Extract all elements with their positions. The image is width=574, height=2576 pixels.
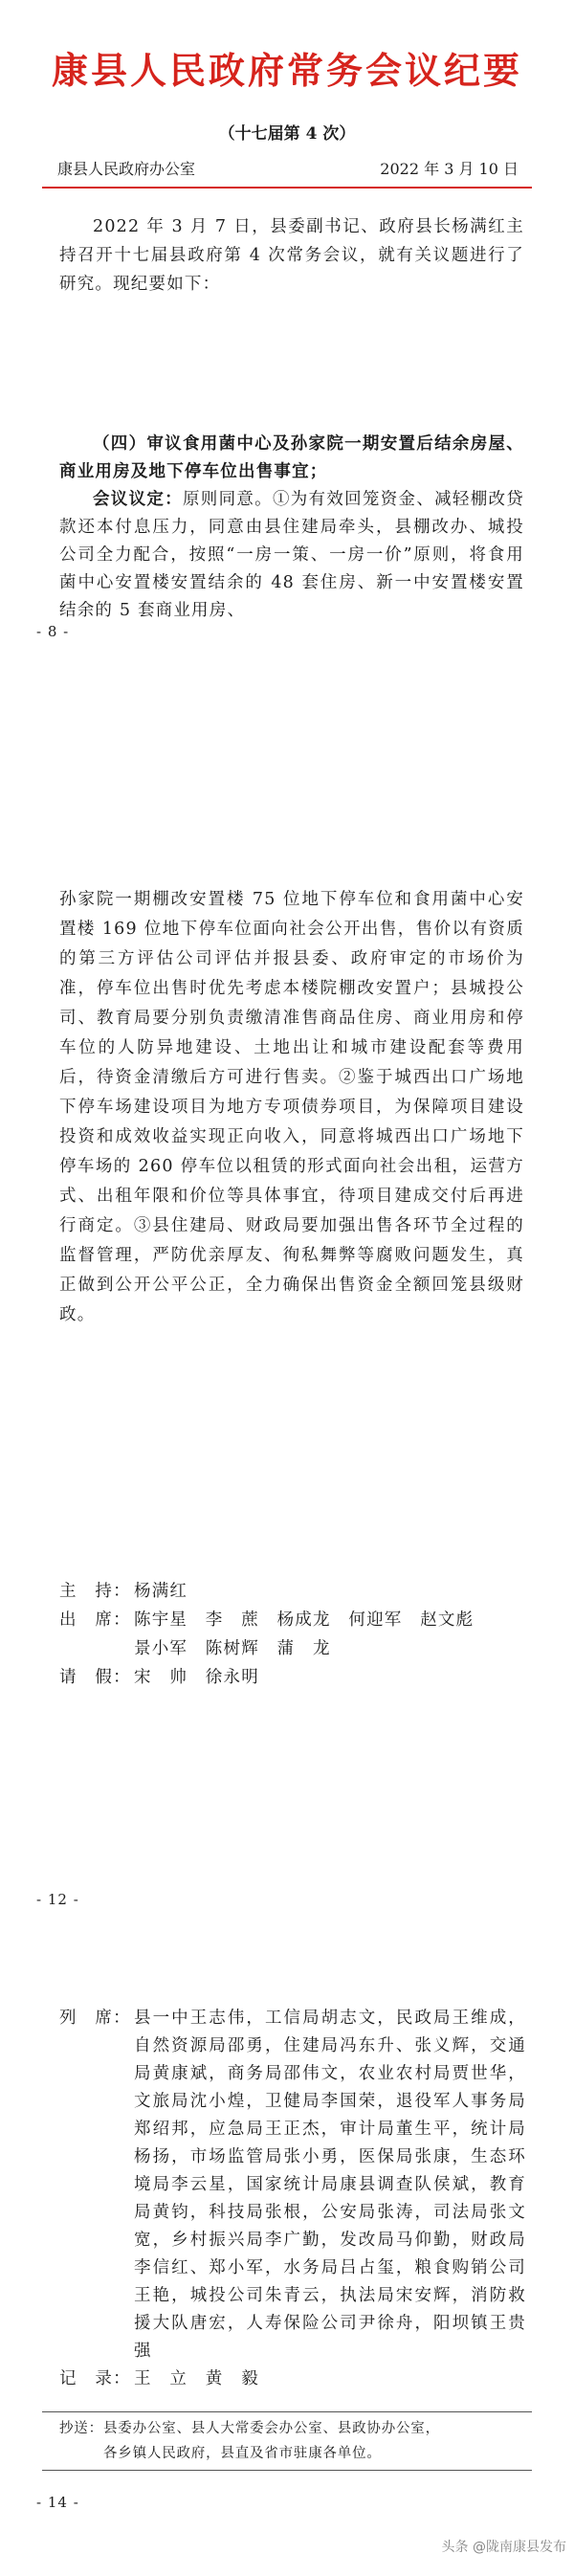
attendance-block — [59, 1577, 524, 1692]
present-names — [134, 1606, 524, 1663]
issuer: 康县人民政府办公室 — [57, 160, 196, 178]
leave-names: 宋 帅 徐永明 — [134, 1668, 259, 1687]
host-row — [59, 1577, 524, 1606]
document-title: 康县人民政府常务会议纪要 — [51, 49, 522, 92]
present-names-line: 景小军 陈树辉 蒲 龙 — [134, 1639, 331, 1658]
continuation-paragraph: 孙家院一期棚改安置楼 75 位地下停车位和食用菌中心安置楼 169 位地下停车位面向社会公开出售，售价以有资质的第三方评估公司评估并报县委、政府审定的市场价为准，停车位出售时优先考虑本楼院棚改安置户；县城投公司、教育局要分别负责缴清准售商品住房、商业用房和停车位的人防异地建设、土地出让和城市建设配套等费用后，待资金清缴后方可进行售卖。②鉴于城西出口广场地下停车场建设项目为地方专项债券项目，为保障项目建设投资和成效收益实现正向收入，同意将城西出口广场地下停车场的 260 停车位以租赁的形式面向社会出租，运营方式、出租年限和价位等具体事宜，待项目建成交付后再进行商定。③县住建局、财政局要加强出售各环节全过程的监督管理，严防优亲厚友、徇私舞弊等腐败问题发生，真正做到公开公平公正，全力确保出售资金全额回笼县级财政。 — [59, 890, 524, 1324]
present-label: 出 席： — [59, 1610, 131, 1630]
recorder-row — [59, 2365, 526, 2393]
page-number: - 14 - — [36, 2494, 79, 2511]
agenda-item-heading: （四）审议食用菌中心及孙家院一期安置后结余房屋、商业用房及地下停车位出售事宜； — [59, 434, 524, 481]
cc-box — [42, 2411, 532, 2471]
issuer-row — [57, 159, 519, 180]
issue-date: 2022 年 3 月 10 日 — [380, 160, 519, 178]
cc-recipients — [103, 2416, 520, 2466]
page-number: - 12 - — [36, 1891, 79, 1908]
session-number: （十七届第 4 次） — [218, 124, 356, 144]
cc-label: 抄送： — [59, 2421, 103, 2436]
recorder-names: 王 立 黄 毅 — [134, 2369, 259, 2388]
leave-row — [59, 1663, 524, 1692]
observers-row — [59, 2005, 526, 2365]
intro-paragraph: 2022 年 3 月 7 日，县委副书记、政府县长杨满红主持召开十七届县政府第 4 次常务会议，就有关议题进行了研究。现纪要如下： — [59, 217, 524, 294]
host-name: 杨满红 — [134, 1582, 188, 1601]
observers-label: 列 席： — [59, 2009, 131, 2028]
observers-list: 县一中王志伟，工信局胡志文，民政局王维成，自然资源局邵勇，住建局冯东升、张义辉，交通局黄康斌，商务局邵伟文，农业农村局贾世华，文旅局沈小煌，卫健局李国荣，退役军人事务局郑绍邦，应急局王正杰，审计局董生平，统计局杨扬，市场监管局张小勇，医保局张康，生态环境局李云星，国家统计局康县调查队侯斌，教育局黄钧，科技局张根，公安局张涛，司法局张文宽，乡村振兴局李广勤，发改局马仰勤，财政局李信红、郑小军，水务局吕占玺，粮食购销公司王艳，城投公司朱青云，执法局宋安辉，消防救援大队唐宏，人寿保险公司尹徐舟，阳坝镇王贵强 — [134, 2009, 526, 2361]
watermark: 头条 @陇南康县发布 — [441, 2540, 566, 2555]
decision-label: 会议议定： — [93, 490, 183, 509]
page-12 — [0, 746, 574, 1943]
page-8 — [0, 0, 574, 746]
decision-text: 原则同意。①为有效回笼资金、减轻棚改贷款还本付息压力，同意由县住建局牵头，县棚改办、城投公司全力配合，按照“一房一策、一房一价”原则，将食用菌中心安置楼安置结余的 48 套住房、新一中安置楼安置结余的 5 套商业用房、 — [59, 490, 524, 620]
leave-label: 请 假： — [59, 1668, 131, 1687]
cc-line: 县委办公室、县人大常委会办公室、县政协办公室， — [103, 2421, 440, 2436]
recorder-label: 记 录： — [59, 2369, 131, 2388]
red-rule — [42, 187, 532, 189]
decision-paragraph — [59, 486, 524, 625]
cc-line: 各乡镇人民政府，县直及省市驻康各单位。 — [103, 2446, 382, 2461]
present-row — [59, 1606, 524, 1663]
cc-row — [59, 2416, 520, 2466]
page-14 — [0, 1943, 574, 2576]
host-label: 主 持： — [59, 1582, 131, 1601]
page-number: - 8 - — [36, 623, 70, 640]
agenda-item-4 — [59, 431, 524, 625]
observers-block — [59, 2005, 526, 2393]
present-names-line: 陈宇星 李 蔗 杨成龙 何迎军 赵文彪 — [134, 1610, 475, 1630]
